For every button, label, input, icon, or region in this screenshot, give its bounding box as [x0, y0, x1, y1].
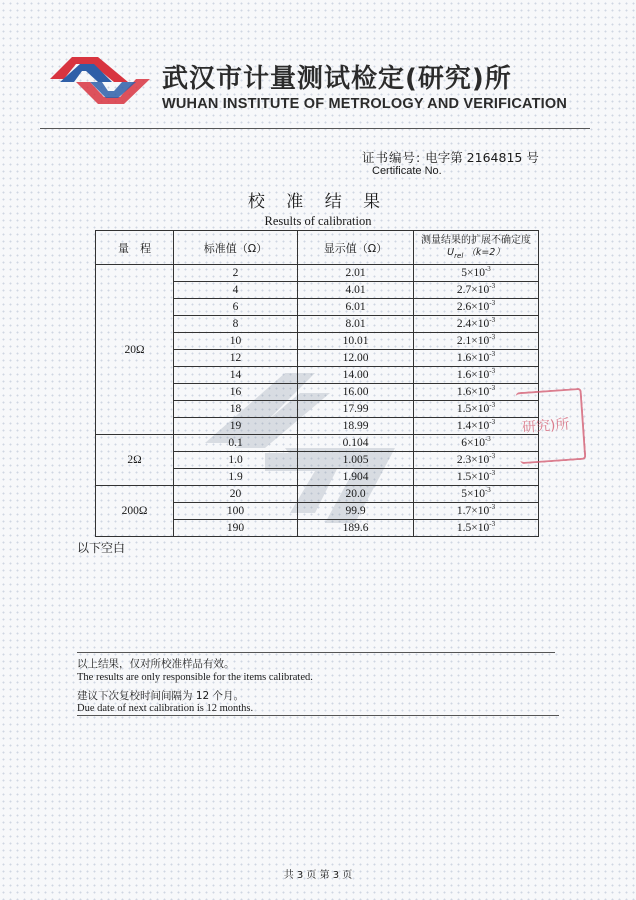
display-value-cell: 16.00	[298, 384, 414, 401]
header-uncertainty	[414, 231, 539, 265]
header-display-value: 显示值（Ω）	[298, 231, 414, 265]
page-footer: 共 3 页 第 3 页	[283, 870, 353, 881]
display-value-cell: 10.01	[298, 333, 414, 350]
certificate-label-en: Certificate No.	[372, 165, 442, 177]
uncertainty-cell: $5\times 10^{-3}$	[414, 265, 539, 282]
header-standard-value: 标准值（Ω）	[174, 231, 298, 265]
table-row	[96, 486, 539, 503]
display-value-cell: 2.01	[298, 265, 414, 282]
display-value-cell: 1.005	[298, 452, 414, 469]
table-row	[96, 435, 539, 452]
table-header-row	[96, 231, 539, 265]
validity-note-cn: 以上结果，仅对所校准样品有效。	[77, 658, 235, 670]
display-value-cell: 1.904	[298, 469, 414, 486]
display-value-cell: 18.99	[298, 418, 414, 435]
display-value-cell: 12.00	[298, 350, 414, 367]
standard-value-cell: 20	[174, 486, 298, 503]
display-value-cell: 17.99	[298, 401, 414, 418]
official-seal-stamp: 研究)所	[516, 388, 587, 464]
uncertainty-cell: $1.5\times 10^{-3}$	[414, 469, 539, 486]
notes-top-divider	[77, 652, 555, 653]
certificate-label-cn: 证书编号:	[362, 150, 422, 165]
uncertainty-cell: $1.4\times 10^{-3}$	[414, 418, 539, 435]
page-title-en: Results of calibration	[264, 214, 372, 228]
standard-value-cell: 0.1	[174, 435, 298, 452]
institution-name-cn: 武汉市计量测试检定(研究)所	[162, 64, 512, 94]
display-value-cell: 20.0	[298, 486, 414, 503]
range-cell: 2Ω	[96, 435, 174, 486]
standard-value-cell: 18	[174, 401, 298, 418]
recalibration-note-cn: 建议下次复校时间间隔为 12 个月。	[77, 690, 245, 702]
standard-value-cell: 1.0	[174, 452, 298, 469]
display-value-cell: 4.01	[298, 282, 414, 299]
notes-bottom-divider	[77, 715, 559, 716]
standard-value-cell: 1.9	[174, 469, 298, 486]
display-value-cell: 0.104	[298, 435, 414, 452]
header-uncertainty-label: 测量结果的扩展不确定度	[421, 234, 531, 246]
certificate-number-line	[362, 148, 539, 166]
institution-logo-icon	[50, 52, 150, 112]
uncertainty-cell: $6\times 10^{-3}$	[414, 435, 539, 452]
institution-header	[50, 52, 590, 122]
display-value-cell: 99.9	[298, 503, 414, 520]
standard-value-cell: 12	[174, 350, 298, 367]
institution-name-en: WUHAN INSTITUTE OF METROLOGY AND VERIFICATION	[162, 96, 568, 112]
certificate-number: 电字第 2164815 号	[425, 150, 539, 165]
uncertainty-cell: $2.1\times 10^{-3}$	[414, 333, 539, 350]
standard-value-cell: 4	[174, 282, 298, 299]
standard-value-cell: 19	[174, 418, 298, 435]
range-cell: 20Ω	[96, 265, 174, 435]
display-value-cell: 14.00	[298, 367, 414, 384]
standard-value-cell: 6	[174, 299, 298, 316]
header-divider	[40, 128, 590, 129]
standard-value-cell: 190	[174, 520, 298, 537]
uncertainty-cell: $5\times 10^{-3}$	[414, 486, 539, 503]
display-value-cell: 6.01	[298, 299, 414, 316]
uncertainty-cell: $1.5\times 10^{-3}$	[414, 520, 539, 537]
validity-note-en: The results are only responsible for the items calibrated.	[77, 672, 313, 683]
uncertainty-cell: $2.4\times 10^{-3}$	[414, 316, 539, 333]
display-value-cell: 189.6	[298, 520, 414, 537]
uncertainty-cell: $2.6\times 10^{-3}$	[414, 299, 539, 316]
standard-value-cell: 2	[174, 265, 298, 282]
uncertainty-cell: $1.7\times 10^{-3}$	[414, 503, 539, 520]
uncertainty-cell: $1.5\times 10^{-3}$	[414, 401, 539, 418]
page-title-cn: 校 准 结 果	[247, 192, 389, 212]
uncertainty-cell: $1.6\times 10^{-3}$	[414, 384, 539, 401]
table-row	[96, 265, 539, 282]
standard-value-cell: 10	[174, 333, 298, 350]
blank-below-note: 以下空白	[77, 541, 126, 555]
header-uncertainty-symbol: $U_{rel}$ （k=2）	[447, 246, 505, 260]
standard-value-cell: 8	[174, 316, 298, 333]
calibration-results-table	[95, 230, 539, 537]
uncertainty-cell: $1.6\times 10^{-3}$	[414, 350, 539, 367]
display-value-cell: 8.01	[298, 316, 414, 333]
header-range: 量 程	[96, 231, 174, 265]
standard-value-cell: 16	[174, 384, 298, 401]
uncertainty-cell: $2.7\times 10^{-3}$	[414, 282, 539, 299]
uncertainty-cell: $1.6\times 10^{-3}$	[414, 367, 539, 384]
recalibration-note-en: Due date of next calibration is 12 months.	[77, 703, 254, 714]
standard-value-cell: 100	[174, 503, 298, 520]
uncertainty-cell: $2.3\times 10^{-3}$	[414, 452, 539, 469]
standard-value-cell: 14	[174, 367, 298, 384]
range-cell: 200Ω	[96, 486, 174, 537]
